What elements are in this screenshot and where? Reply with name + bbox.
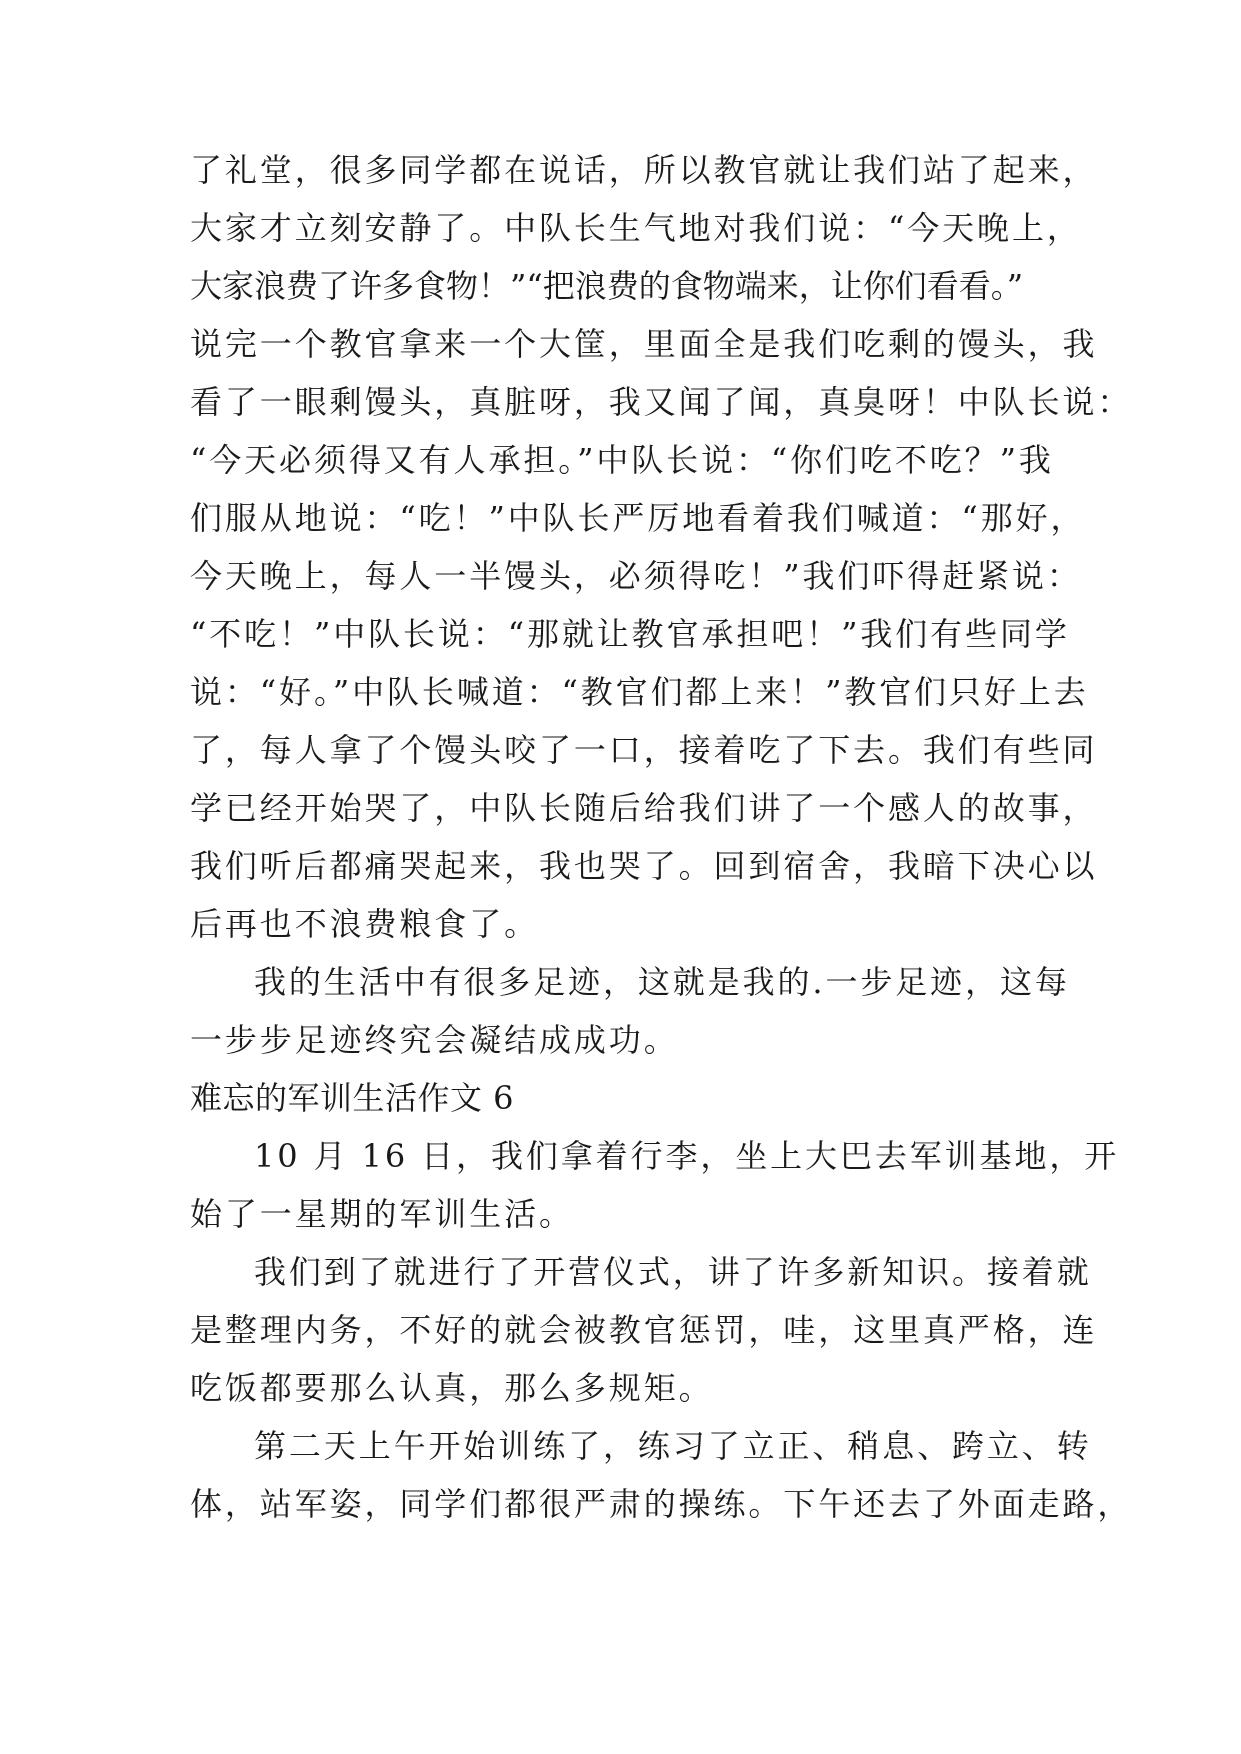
text-line: 了，每人拿了个馒头咬了一口，接着吃了下去。我们有些同 [190,731,1098,769]
text-line: 今天晚上，每人一半馒头，必须得吃！”我们吓得赶紧说： [190,557,1082,595]
text-line: 我的生活中有很多足迹，这就是我的.一步足迹，这每 [254,963,1070,1001]
text-line: 大家浪费了许多食物！”“把浪费的食物端来，让你们看看。” [190,267,1024,305]
text-line: 说：“好。”中队长喊道：“教官们都上来！”教官们只好上去 [190,673,1089,711]
text-line: 我们听后都痛哭起来，我也哭了。回到宿舍，我暗下决心以 [190,847,1098,885]
text-line: “今天必须得又有人承担。”中队长说：“你们吃不吃？”我 [190,441,1054,479]
text-line: 说完一个教官拿来一个大筐，里面全是我们吃剩的馒头，我 [190,325,1098,363]
text-line: 我们到了就进行了开营仪式，讲了许多新知识。接着就 [254,1253,1092,1291]
text-line: 体，站军姿，同学们都很严肃的操练。下午还去了外面走路， [190,1485,1133,1523]
text-line: 始了一星期的军训生活。 [190,1195,574,1233]
text-line: 吃饭都要那么认真，那么多规矩。 [190,1369,714,1407]
text-line: 后再也不浪费粮食了。 [190,905,540,943]
text-line: 是整理内务，不好的就会被教官惩罚，哇，这里真严格，连 [190,1311,1098,1349]
text-line: 一步步足迹终究会凝结成成功。 [190,1021,679,1059]
text-line: “不吃！”中队长说：“那就让教官承担吧！”我们有些同学 [190,615,1070,653]
section-heading: 难忘的军训生活作文 6 [190,1079,515,1117]
text-line: 们服从地说：“吃！”中队长严厉地看着我们喊道：“那好， [190,499,1086,537]
text-line: 学已经开始哭了，中队长随后给我们讲了一个感人的故事， [190,789,1098,827]
text-line: 大家才立刻安静了。中队长生气地对我们说：“今天晚上， [190,209,1082,247]
text-line: 第二天上午开始训练了，练习了立正、稍息、跨立、转 [254,1427,1092,1465]
text-line: 看了一眼剩馒头，真脏呀，我又闻了闻，真臭呀！中队长说： [190,383,1133,421]
text-line: 10 月 16 日，我们拿着行李，坐上大巴去军训基地，开 [254,1137,1120,1175]
text-line: 了礼堂，很多同学都在说话，所以教官就让我们站了起来， [190,151,1098,189]
